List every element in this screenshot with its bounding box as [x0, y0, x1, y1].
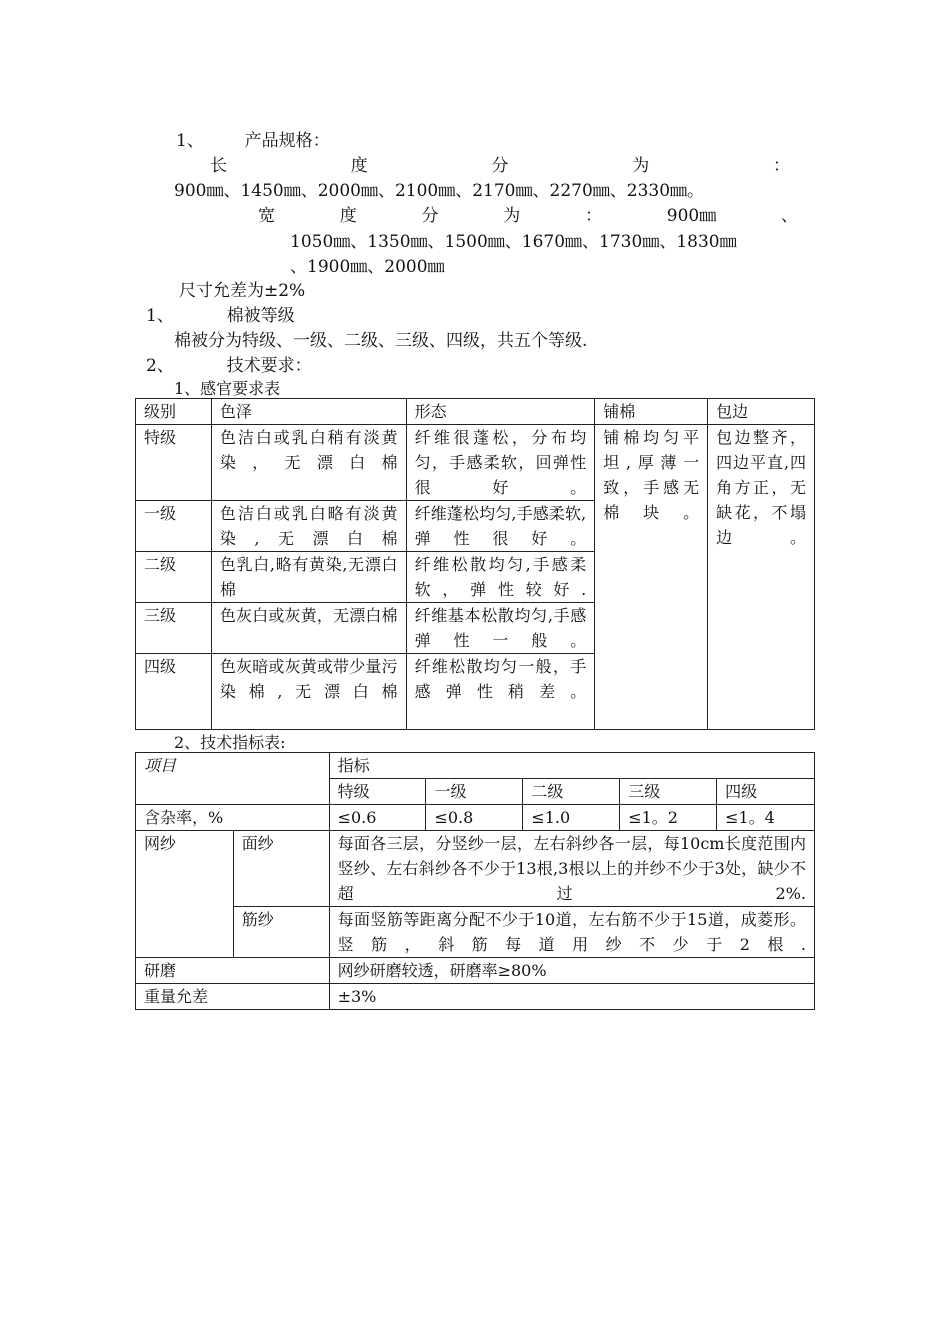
impurity-value: ≤1。2	[620, 805, 717, 831]
weight-label: 重量允差	[136, 984, 330, 1010]
length-char: 为	[632, 156, 650, 176]
spec-heading-number: 1、	[176, 131, 204, 151]
weight-text: ±3%	[329, 984, 814, 1010]
face-text: 每面各三层，分竖纱一层，左右斜纱各一层，每10cm长度范围内竖纱、左右斜纱各不少于13根,3根以上的并纱不少于3处，缺少不超过2%.	[329, 831, 814, 907]
grade-header: 一级	[426, 779, 523, 805]
spec-heading	[176, 126, 330, 151]
width-values-line1: 1050㎜、1350㎜、1500㎜、1670㎜、1730㎜、1830㎜	[290, 232, 737, 252]
index-header-row	[136, 753, 815, 779]
length-values: 900㎜、1450㎜、2000㎜、2100㎜、2170㎜、2270㎜、2330㎜。	[174, 181, 705, 201]
rib-text: 每面竖筋等距离分配不少于10道，左右筋不少于15道，成菱形。竖筋，斜筋每道用纱不少于2根.	[329, 907, 814, 958]
grind-row	[136, 958, 815, 984]
width-char: ：	[585, 206, 602, 226]
padding-cell: 铺棉均匀平坦,厚薄一致，手感无棉块。	[595, 425, 708, 730]
width-comma: 、	[780, 206, 798, 226]
impurity-value: ≤0.6	[329, 805, 426, 831]
row-grade: 四级	[136, 654, 212, 730]
row-color: 色乳白,略有黄染,无漂白棉	[211, 552, 406, 603]
rib-yarn-row	[136, 907, 815, 958]
table-row	[136, 425, 815, 501]
index-table	[135, 752, 815, 1010]
index-caption: 2、技术指标表:	[174, 733, 286, 752]
row-form: 纤维松散均匀一般，手感弹性稍差。	[406, 654, 595, 730]
grind-label: 研磨	[136, 958, 330, 984]
header-padding: 铺棉	[595, 399, 708, 425]
grade-heading-number: 1、	[146, 306, 174, 326]
row-color: 色洁白或乳白稍有淡黄染，无漂白棉	[211, 425, 406, 501]
grade-heading	[146, 301, 295, 326]
length-label-line	[210, 151, 790, 176]
index-header: 指标	[329, 753, 814, 779]
row-form: 纤维很蓬松，分布均匀，手感柔软，回弹性很好。	[406, 425, 595, 501]
grade-heading-text: 棉被等级	[226, 306, 295, 326]
row-color: 色灰白或灰黄，无漂白棉	[211, 603, 406, 654]
row-form: 纤维蓬松均匀,手感柔软,弹性很好。	[406, 501, 595, 552]
width-values-line2: 、1900㎜、2000㎜	[290, 257, 445, 277]
grade-description: 棉被分为特级、一级、二级、三级、四级，共五个等级.	[174, 331, 588, 351]
net-label: 网纱	[136, 831, 234, 958]
grind-text: 网纱研磨较透，研磨率≥80%	[329, 958, 814, 984]
sensory-table	[135, 398, 815, 730]
item-header: 项目	[136, 753, 330, 805]
impurity-value: ≤1。4	[717, 805, 815, 831]
weight-row	[136, 984, 815, 1010]
row-form: 纤维基本松散均匀,手感弹性一般。	[406, 603, 595, 654]
grade-header: 特级	[329, 779, 426, 805]
tech-heading-number: 2、	[146, 356, 174, 376]
table-header-row	[136, 399, 815, 425]
width-char: 为	[503, 206, 521, 226]
face-label: 面纱	[233, 831, 329, 907]
row-grade: 二级	[136, 552, 212, 603]
length-char: 度	[350, 156, 368, 176]
width-first-value: 900㎜	[666, 206, 717, 226]
impurity-label: 含杂率，%	[136, 805, 330, 831]
grade-header: 四级	[717, 779, 815, 805]
sensory-caption: 1、感官要求表	[174, 379, 281, 398]
length-char: 长	[210, 156, 227, 176]
tech-heading	[146, 351, 312, 376]
edging-cell: 包边整齐，四边平直,四角方正，无缺花，不塌边。	[708, 425, 815, 730]
tech-heading-text: 技术要求：	[226, 356, 312, 376]
face-yarn-row	[136, 831, 815, 907]
row-color: 色洁白或乳白略有淡黄染,无漂白棉	[211, 501, 406, 552]
row-grade: 三级	[136, 603, 212, 654]
width-char: 分	[421, 206, 439, 226]
width-label-line	[258, 201, 798, 226]
size-tolerance: 尺寸允差为±2%	[179, 281, 306, 301]
impurity-value: ≤1.0	[523, 805, 620, 831]
row-grade: 特级	[136, 425, 212, 501]
row-grade: 一级	[136, 501, 212, 552]
impurity-row	[136, 805, 815, 831]
row-color: 色灰暗或灰黄或带少量污染棉,无漂白棉	[211, 654, 406, 730]
header-form: 形态	[406, 399, 595, 425]
length-char: 分	[491, 156, 509, 176]
grade-header: 三级	[620, 779, 717, 805]
header-grade: 级别	[136, 399, 212, 425]
spec-heading-text: 产品规格：	[244, 131, 330, 151]
grade-header: 二级	[523, 779, 620, 805]
header-edging: 包边	[708, 399, 815, 425]
length-char: ：	[773, 156, 790, 176]
header-color: 色泽	[211, 399, 406, 425]
width-char: 宽	[258, 206, 275, 226]
impurity-value: ≤0.8	[426, 805, 523, 831]
rib-label: 筋纱	[233, 907, 329, 958]
width-char: 度	[339, 206, 357, 226]
row-form: 纤维松散均匀,手感柔软，弹性较好.	[406, 552, 595, 603]
